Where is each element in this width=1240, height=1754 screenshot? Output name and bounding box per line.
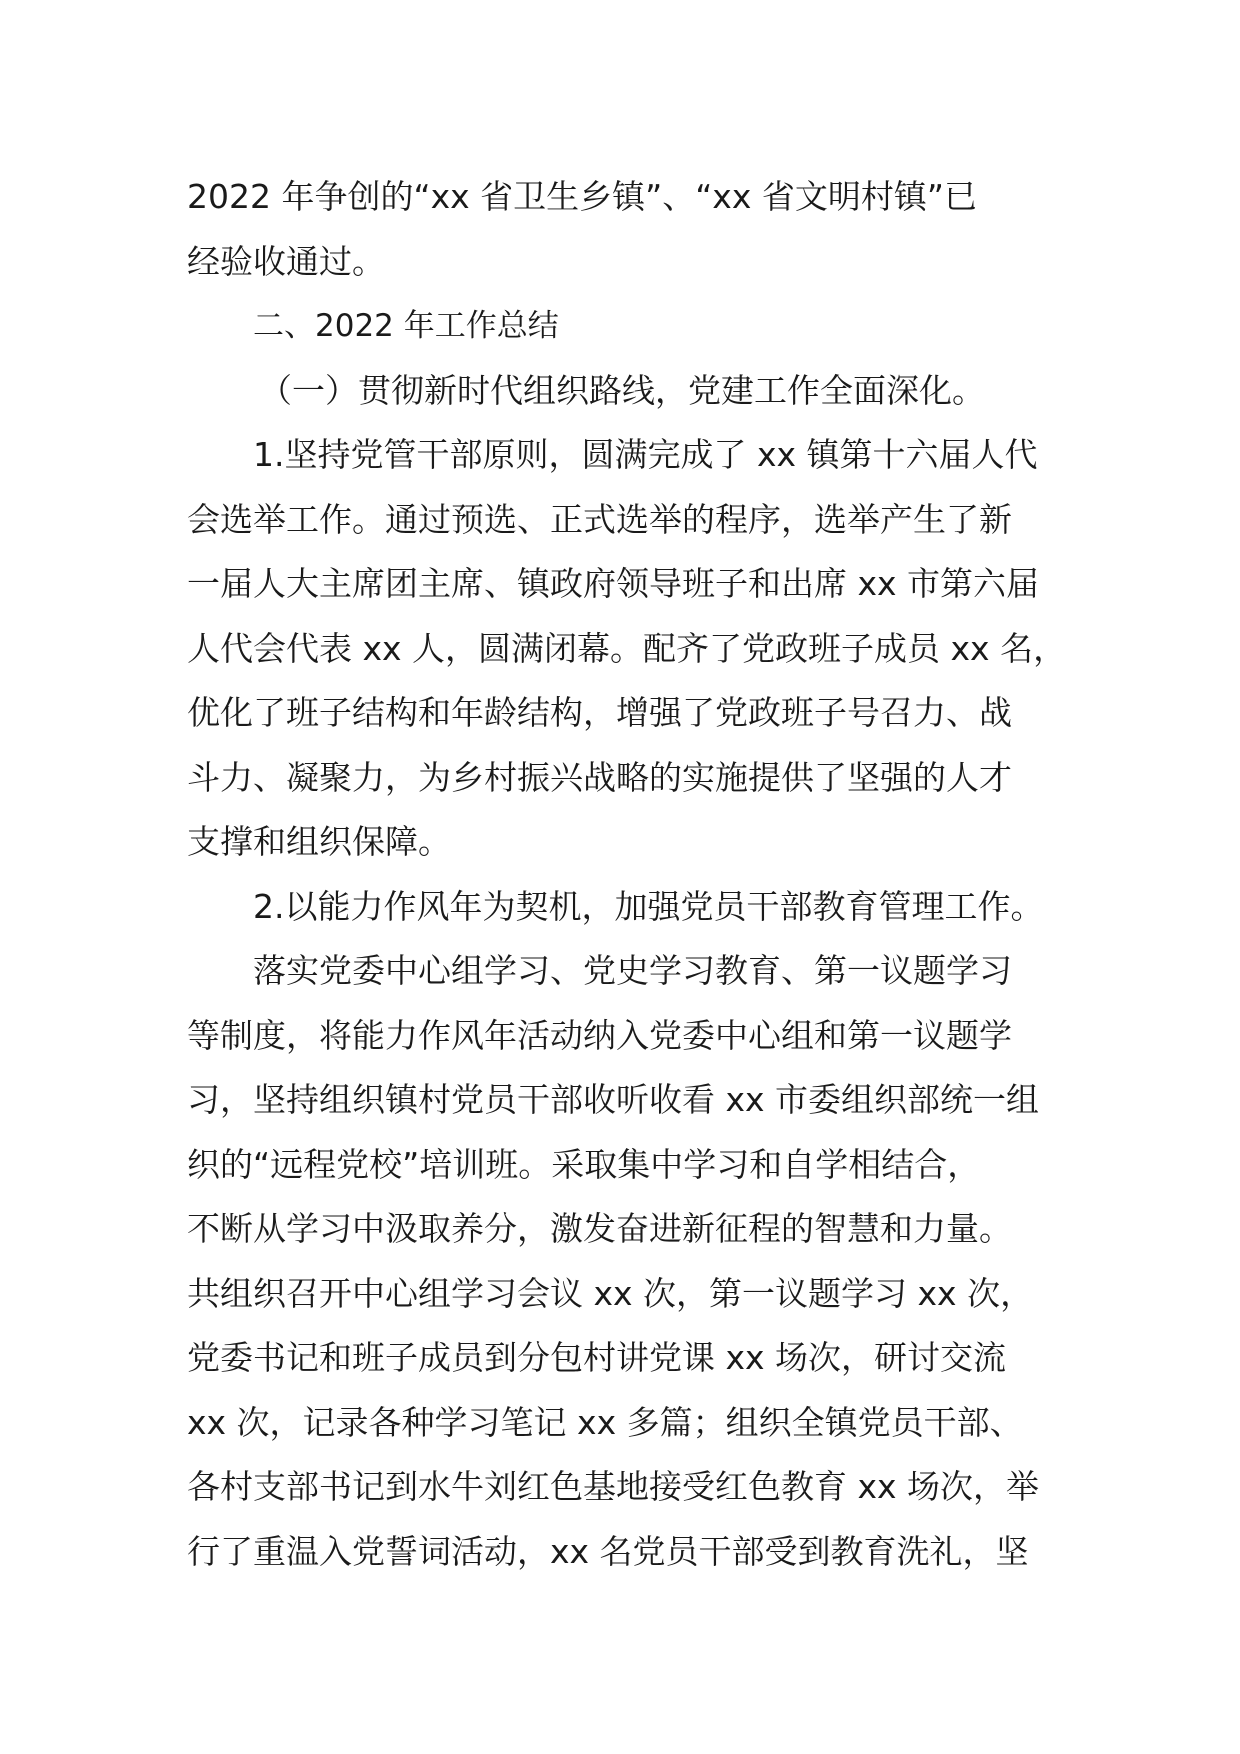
paragraph-start: 2.以能力作风年为契机，加强党员干部教育管理工作。	[253, 886, 1044, 926]
section-heading: 二、2022 年工作总结	[253, 308, 559, 344]
paragraph-start: 1.坚持党管干部原则，圆满完成了 xx 镇第十六届人代	[253, 435, 1038, 474]
text-line: 各村支部书记到水牛刘红色基地接受红色教育 xx 场次，举	[187, 1467, 1040, 1506]
text-line: 一届人大主席团主席、镇政府领导班子和出席 xx 市第六届	[187, 564, 1040, 603]
text-line: 会选举工作。通过预选、正式选举的程序，选举产生了新	[187, 499, 1012, 539]
text-line: 习，坚持组织镇村党员干部收听收看 xx 市委组织部统一组	[187, 1080, 1040, 1119]
text-line: 等制度，将能力作风年活动纳入党委中心组和第一议题学	[187, 1015, 1012, 1055]
text-line: 人代会代表 xx 人，圆满闭幕。配齐了党政班子成员 xx 名，	[187, 628, 1067, 668]
paragraph-start: 落实党委中心组学习、党史学习教育、第一议题学习	[253, 951, 1012, 990]
text-line: 支撑和组织保障。	[187, 822, 451, 861]
text-line: 共组织召开中心组学习会议 xx 次，第一议题学习 xx 次，	[187, 1273, 1034, 1313]
text-line: 织的“远程党校”培训班。采取集中学习和自学相结合，	[187, 1144, 981, 1184]
text-line: 行了重温入党誓词活动，xx 名党员干部受到教育洗礼，坚	[187, 1531, 1029, 1571]
text-line: 不断从学习中汲取养分，激发奋进新征程的智慧和力量。	[187, 1209, 1012, 1248]
subsection-heading: （一）贯彻新时代组织路线，党建工作全面深化。	[259, 370, 985, 410]
text-line: 优化了班子结构和年龄结构，增强了党政班子号召力、战	[187, 693, 1012, 732]
text-line: 2022 年争创的“xx 省卫生乡镇”、“xx 省文明村镇”已	[187, 177, 977, 216]
text-line: 斗力、凝聚力，为乡村振兴战略的实施提供了坚强的人才	[187, 757, 1012, 797]
text-line: 经验收通过。	[187, 241, 385, 281]
document-body	[187, 165, 1087, 1584]
text-line: 党委书记和班子成员到分包村讲党课 xx 场次，研讨交流	[187, 1338, 1007, 1377]
text-line: xx 次，记录各种学习笔记 xx 多篇；组织全镇党员干部、	[187, 1402, 1023, 1442]
